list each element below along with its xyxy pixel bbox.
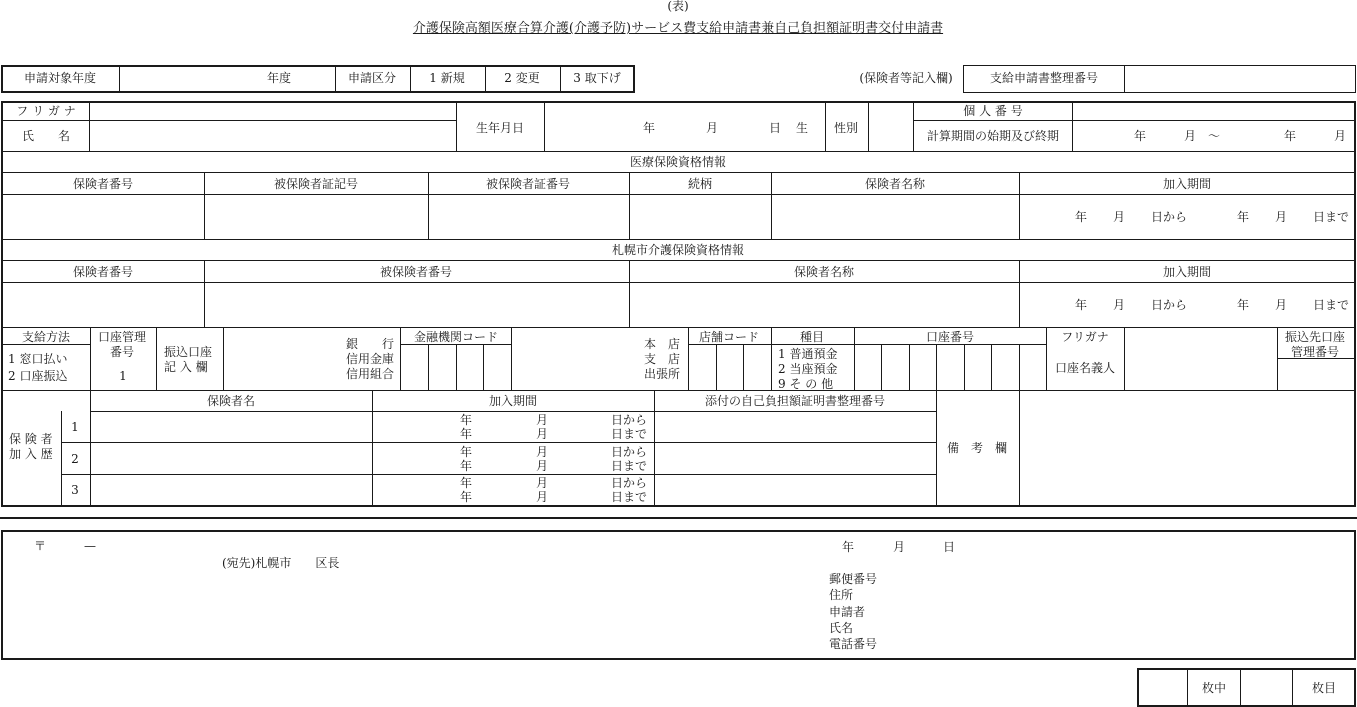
history-row-3-certificate-input[interactable] — [657, 477, 933, 504]
care-col-insurer-no: 保険者番号 — [72, 265, 134, 279]
application-number-input[interactable] — [1127, 68, 1353, 90]
category-option-withdraw[interactable]: 3 取下げ — [573, 71, 621, 85]
payment-option-counter[interactable]: 1 窓口払い — [8, 352, 68, 366]
history-row-3-to-day: 日まで — [611, 490, 648, 504]
name-input[interactable] — [92, 123, 454, 149]
history-row-3-from-year: 年 — [460, 476, 473, 490]
sheet-total-suffix: 枚中 — [1201, 681, 1227, 695]
history-row-2-certificate-input[interactable] — [657, 445, 933, 472]
account-mgmt-value: 1 — [119, 369, 127, 383]
form-title: 介護保険高額医療合算介護(介護予防)サービス費支給申請書兼自己負担額証明書交付申請書 — [412, 21, 944, 36]
furigana-input[interactable] — [92, 103, 454, 119]
history-row-3-to-year: 年 — [460, 490, 473, 504]
target-year-input[interactable] — [122, 68, 262, 90]
history-row-2-from-year: 年 — [460, 445, 473, 459]
medical-col-card-number: 被保険者証番号 — [485, 177, 571, 191]
medical-relation-input[interactable] — [632, 197, 768, 237]
history-row-2-insurer-input[interactable] — [93, 445, 369, 472]
medical-period-from-month: 月 — [1113, 210, 1126, 224]
history-row-2-to-year: 年 — [460, 459, 473, 473]
birthdate-label: 生年月日 — [475, 121, 525, 135]
history-row-1-to-day: 日まで — [611, 427, 648, 441]
name-label: 氏 名 — [21, 129, 71, 143]
history-row-3-from-month: 月 — [536, 476, 549, 490]
history-row-2-from-day: 日から — [611, 445, 648, 459]
institution-code-label: 金融機関コード — [413, 330, 499, 344]
history-row-1-insurer-input[interactable] — [93, 414, 369, 440]
medical-period-to-year: 年 — [1237, 210, 1250, 224]
birth-month-unit: 月 — [706, 121, 719, 135]
date-month-unit: 月 — [893, 540, 906, 554]
bank-type-list: 銀 行 信用金庫 信用組合 — [346, 337, 395, 381]
payment-method-label: 支給方法 — [21, 330, 71, 344]
history-col-insurer-name: 保険者名 — [206, 394, 256, 408]
section-separator — [0, 517, 1357, 519]
bank-name-input[interactable] — [226, 331, 326, 387]
care-insured-no-input[interactable] — [207, 285, 626, 325]
medical-col-insurer-name: 保険者名称 — [864, 177, 926, 191]
applicant-postal-input[interactable] — [900, 572, 1340, 588]
medical-insurer-no-input[interactable] — [5, 197, 201, 237]
category-label: 申請区分 — [347, 71, 397, 85]
history-row-3-to-month: 月 — [536, 490, 549, 504]
account-holder-label: 口座名義人 — [1054, 361, 1116, 375]
medical-period-from-year: 年 — [1075, 210, 1088, 224]
medical-col-insurer-no: 保険者番号 — [72, 177, 134, 191]
medical-period-to-month: 月 — [1275, 210, 1288, 224]
medical-period-to-day: 日まで — [1313, 210, 1350, 224]
medical-card-symbol-input[interactable] — [207, 197, 425, 237]
care-col-insured-no: 被保険者番号 — [379, 265, 453, 279]
applicant-name-input[interactable] — [900, 620, 1340, 636]
account-holder-input[interactable] — [1127, 347, 1275, 388]
personal-number-label: 個 人 番 号 — [963, 104, 1023, 118]
category-option-change[interactable]: 2 変更 — [504, 71, 540, 85]
history-row-1-from-day: 日から — [611, 413, 648, 427]
account-number-label: 口座番号 — [925, 330, 975, 344]
history-row-no: 2 — [71, 452, 79, 466]
care-period-from-year: 年 — [1075, 298, 1088, 312]
sheet-index-input[interactable] — [1243, 671, 1290, 703]
addressee: (宛先)札幌市 区長 — [222, 556, 340, 570]
remarks-input[interactable] — [1022, 394, 1354, 504]
history-row-no: 1 — [71, 420, 79, 434]
postal-dash: — — [84, 539, 96, 553]
care-insurer-name-input[interactable] — [632, 285, 1016, 325]
history-row-2-from-month: 月 — [536, 445, 549, 459]
remarks-label: 備 考 欄 — [946, 441, 1008, 455]
history-row-2-to-day: 日まで — [611, 459, 648, 473]
history-col-period: 加入期間 — [488, 394, 538, 408]
sheet-total-input[interactable] — [1140, 671, 1185, 703]
care-section-title: 札幌市介護保険資格情報 — [611, 243, 745, 257]
medical-card-number-input[interactable] — [431, 197, 626, 237]
calc-start-year-unit: 年 — [1134, 129, 1147, 143]
medical-section-title: 医療保険資格情報 — [629, 155, 727, 169]
medical-insurer-name-input[interactable] — [774, 197, 1016, 237]
payment-furigana-label: フリガナ — [1061, 330, 1109, 344]
furigana-label: フ リ ガ ナ — [16, 104, 76, 118]
transfer-entry-label: 振込口座 記 入 欄 — [164, 345, 213, 374]
target-year-box — [1, 65, 635, 93]
branch-name-input[interactable] — [514, 331, 614, 387]
medical-col-period: 加入期間 — [1162, 177, 1212, 191]
calc-period-label: 計算期間の始期及び終期 — [926, 129, 1060, 143]
history-row-1-to-month: 月 — [536, 427, 549, 441]
care-period-to-year: 年 — [1237, 298, 1250, 312]
category-option-new[interactable]: 1 新規 — [429, 71, 465, 85]
birth-suffix: 生 — [796, 121, 809, 135]
care-period-from-day: 日から — [1151, 298, 1188, 312]
care-col-insurer-name: 保険者名称 — [793, 265, 855, 279]
history-col-certificate-no: 添付の自己負担額証明書整理番号 — [704, 394, 886, 408]
calc-start-month-unit: 月 — [1184, 129, 1197, 143]
account-type-list: 1 普通預金 2 当座預金 9 そ の 他 — [778, 347, 838, 391]
birth-day-unit: 日 — [769, 121, 782, 135]
sex-input[interactable] — [870, 104, 911, 149]
applicant-field-labels: 郵便番号 住所 申請者 氏名 電話番号 — [829, 572, 878, 652]
history-row-1-from-year: 年 — [460, 413, 473, 427]
transfer-mgmt-label: 振込先口座 管理番号 — [1285, 330, 1346, 359]
history-row-3-insurer-input[interactable] — [93, 477, 369, 504]
date-day-unit: 日 — [943, 540, 956, 554]
care-period-from-month: 月 — [1113, 298, 1126, 312]
history-row-no: 3 — [71, 483, 79, 497]
year-suffix: 年度 — [266, 71, 292, 85]
date-year-unit: 年 — [842, 540, 855, 554]
history-row-3-from-day: 日から — [611, 476, 648, 490]
history-row-2-to-month: 月 — [536, 459, 549, 473]
target-year-label: 申請対象年度 — [23, 71, 97, 85]
holder-furigana-input[interactable] — [1127, 329, 1275, 344]
branch-type-list: 本 店 支 店 出張所 — [644, 337, 681, 381]
application-number-label: 支給申請書整理番号 — [989, 71, 1099, 85]
history-side-label: 保 険 者 加 入 歴 — [9, 432, 53, 461]
care-period-to-month: 月 — [1275, 298, 1288, 312]
sheet-index-suffix: 枚目 — [1311, 681, 1337, 695]
branch-code-label: 店舗コード — [698, 330, 760, 344]
side-label: (表) — [667, 0, 689, 13]
history-row-1-to-year: 年 — [460, 427, 473, 441]
payment-option-transfer[interactable]: 2 口座振込 — [8, 369, 68, 383]
care-period-to-day: 日まで — [1313, 298, 1350, 312]
medical-col-relation: 続柄 — [687, 177, 713, 191]
history-row-1-from-month: 月 — [536, 413, 549, 427]
applicant-address-input[interactable] — [900, 588, 1340, 604]
sex-label: 性別 — [833, 121, 859, 135]
calc-end-month-unit: 月 — [1334, 129, 1347, 143]
history-row-1-certificate-input[interactable] — [657, 414, 933, 440]
medical-col-card-symbol: 被保険者証記号 — [273, 177, 359, 191]
medical-period-from-day: 日から — [1151, 210, 1188, 224]
insurer-entry-note: (保険者等記入欄) — [859, 71, 953, 85]
birth-year-unit: 年 — [643, 121, 656, 135]
care-insurer-no-input[interactable] — [5, 285, 201, 325]
care-col-period: 加入期間 — [1162, 265, 1212, 279]
postal-mark: 〒 — [34, 539, 47, 553]
calc-end-year-unit: 年 — [1284, 129, 1297, 143]
applicant-phone-input[interactable] — [900, 636, 1340, 652]
personal-number-input[interactable] — [1075, 103, 1354, 119]
account-mgmt-label: 口座管理 番号 — [98, 330, 147, 359]
account-type-label: 種目 — [799, 330, 825, 344]
calc-tilde: ～ — [1208, 129, 1221, 143]
